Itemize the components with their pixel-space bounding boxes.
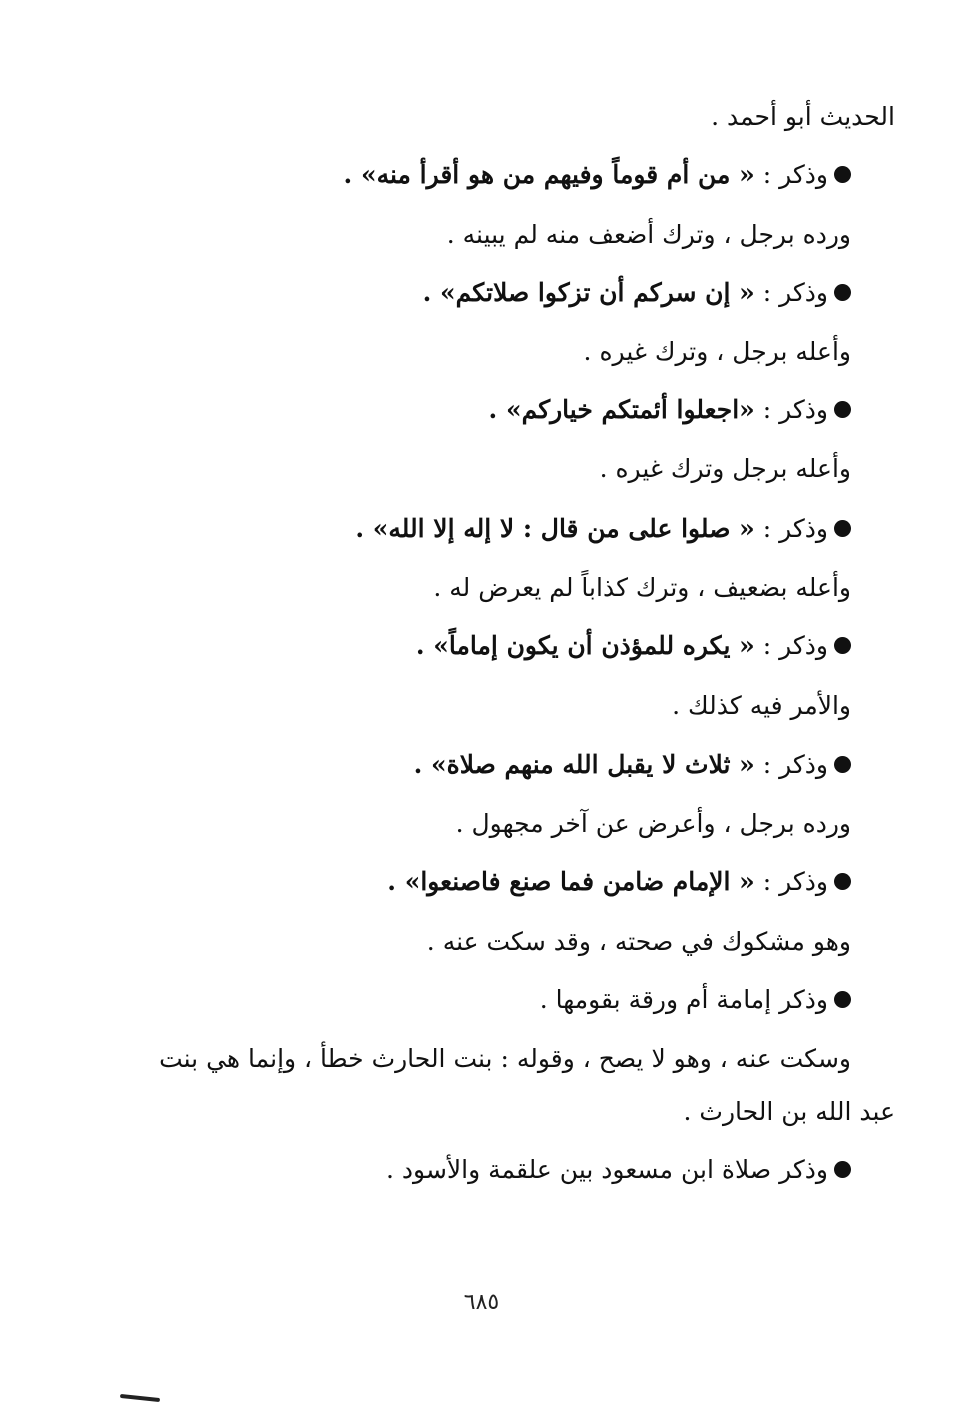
bullet-item <box>416 629 851 663</box>
scan-mark <box>120 1394 160 1402</box>
hadith-quote: « من أم قوماً وفيهم من هو أقرأ منه» . <box>343 160 755 189</box>
bullet-icon <box>834 1161 851 1178</box>
bullet-icon <box>834 166 851 183</box>
line-text: والأمر فيه كذلك . <box>672 691 851 720</box>
line-prefix: وذكر : <box>754 631 828 660</box>
bullet-item <box>387 865 851 899</box>
line-text: وأعله برجل ، وترك غيره . <box>583 337 851 366</box>
line-text: وذكر صلاة ابن مسعود بين علقمة والأسود . <box>386 1155 828 1184</box>
text-line <box>427 925 851 959</box>
hadith-quote: « إن سركم أن تزكوا صلاتكم» . <box>422 278 755 307</box>
text-line <box>684 1095 895 1129</box>
page-number: ٦٨٥ <box>463 1290 500 1315</box>
hadith-quote: « الإمام ضامن فما صنع فاصنعوا» . <box>387 867 755 896</box>
bullet-item <box>423 276 851 310</box>
bullet-item <box>386 1153 851 1187</box>
text-line <box>433 571 851 605</box>
hadith-quote: « صلوا على من قال : لا إله إلا الله» . <box>355 514 755 543</box>
text-line <box>456 807 851 841</box>
line-prefix: وذكر : <box>754 395 828 424</box>
bullet-icon <box>834 401 851 418</box>
text-line <box>159 1042 851 1076</box>
text-line <box>584 335 851 369</box>
bullet-icon <box>834 991 851 1008</box>
bullet-icon <box>834 756 851 773</box>
bullet-icon <box>834 520 851 537</box>
line-text: وأعله بضعيف ، وترك كذاباً لم يعرض له . <box>433 573 851 602</box>
bullet-icon <box>834 637 851 654</box>
bullet-item <box>344 158 851 192</box>
bullet-item <box>414 748 851 782</box>
bullet-icon <box>834 284 851 301</box>
line-text: وسكت عنه ، وهو لا يصح ، وقوله : بنت الحارث خطأ ، وإنما هي بنت <box>159 1044 851 1073</box>
hadith-quote: « ثلاث لا يقبل الله منهم صلاة» . <box>413 750 755 779</box>
bullet-item <box>355 512 851 546</box>
bullet-item <box>489 393 851 427</box>
line-text: وذكر إمامة أم ورقة بقومها . <box>539 985 828 1014</box>
line-text: عبد الله بن الحارث . <box>683 1097 895 1126</box>
text-line <box>711 100 895 134</box>
line-prefix: وذكر : <box>754 278 828 307</box>
line-prefix: وذكر : <box>754 867 828 896</box>
line-text: ورده برجل ، وترك أضعف منه لم يبينه . <box>446 220 851 249</box>
line-text: الحديث أبو أحمد . <box>711 102 895 131</box>
line-text: وأعله برجل وترك غيره . <box>599 454 851 483</box>
bullet-item <box>540 983 851 1017</box>
line-text: وهو مشكوك في صحته ، وقد سكت عنه . <box>426 927 851 956</box>
text-line <box>672 689 851 723</box>
text-line <box>447 218 851 252</box>
text-line <box>600 452 851 486</box>
hadith-quote: «اجعلوا أئمتكم خياركم» . <box>488 395 755 424</box>
line-text: ورده برجل ، وأعرض عن آخر مجهول . <box>455 809 851 838</box>
line-prefix: وذكر : <box>754 160 828 189</box>
line-prefix: وذكر : <box>754 514 828 543</box>
bullet-icon <box>834 873 851 890</box>
hadith-quote: « يكره للمؤذن أن يكون إماماً» . <box>415 631 755 660</box>
line-prefix: وذكر : <box>754 750 828 779</box>
